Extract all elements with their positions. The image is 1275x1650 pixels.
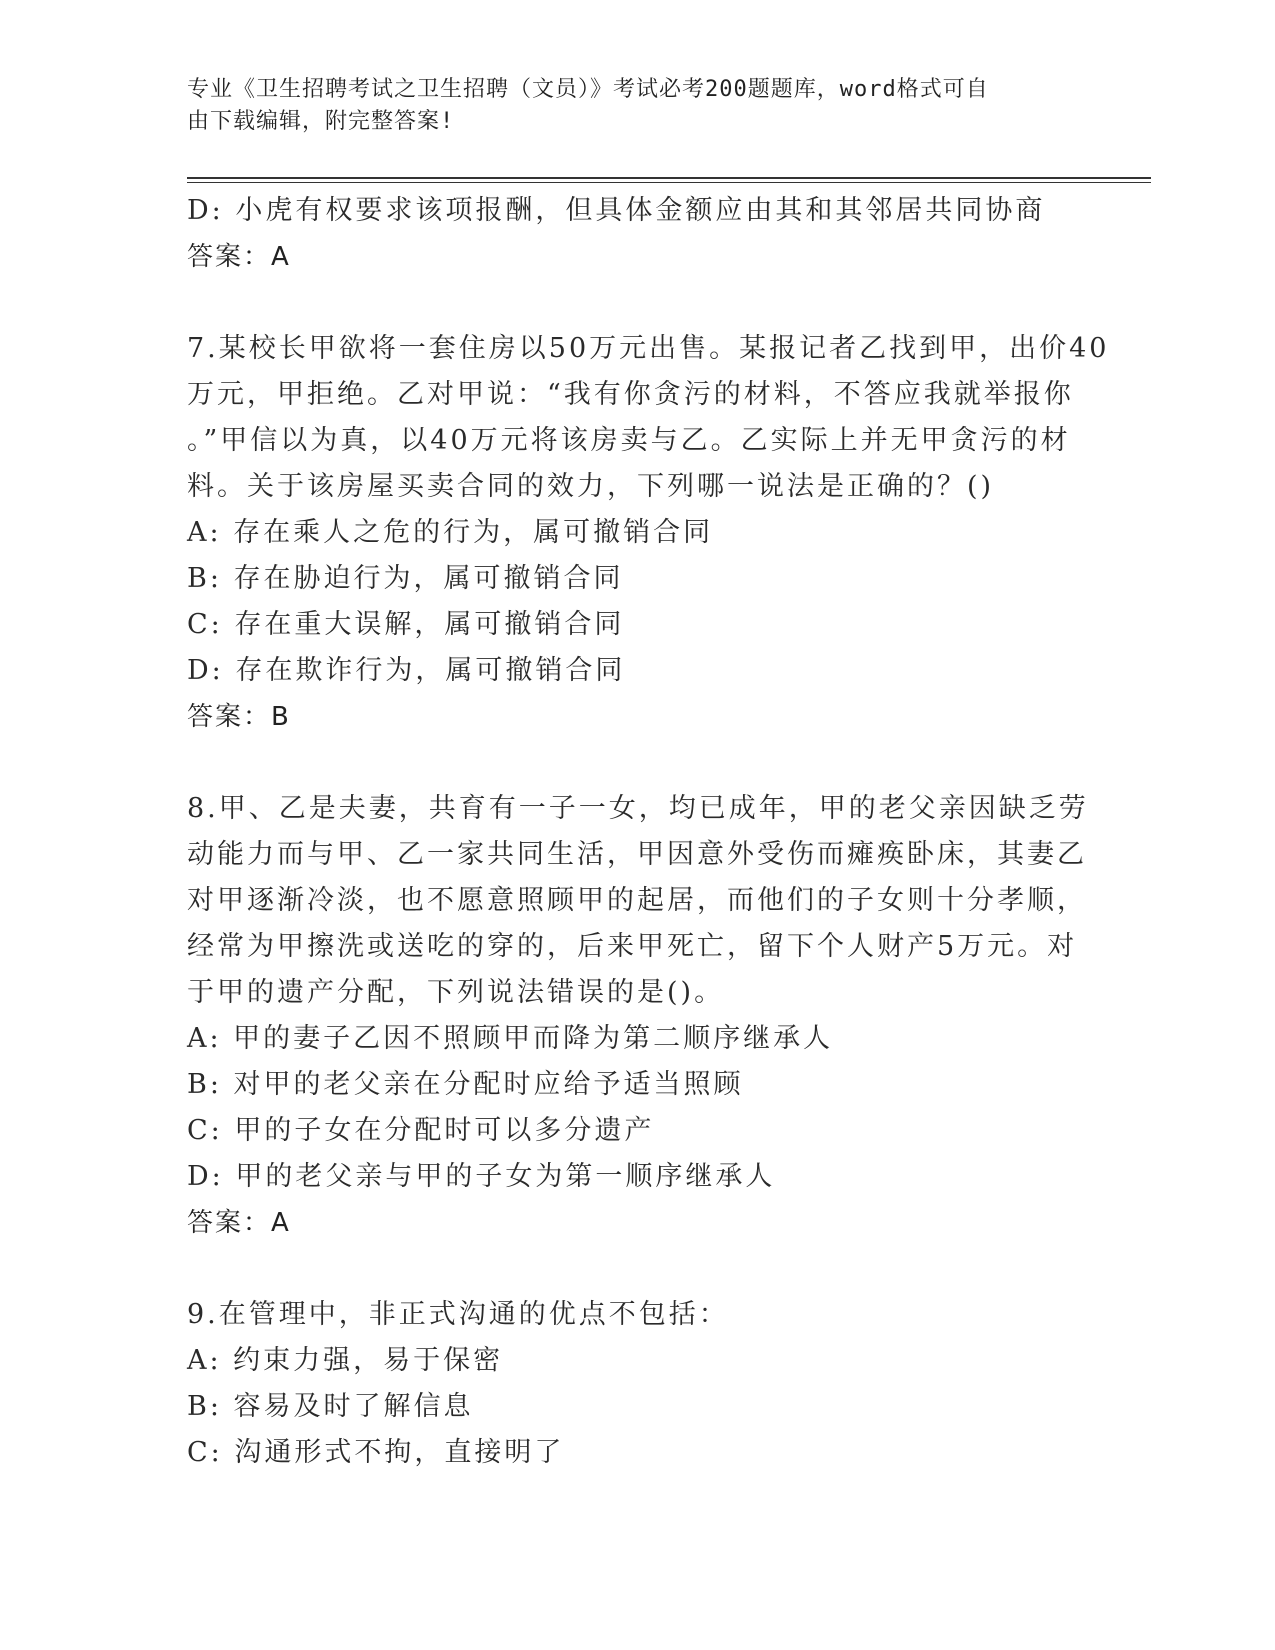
header-line-2: 由下载编辑，附完整答案! <box>187 109 455 134</box>
question-text-line: 。”甲信以为真，以40万元将该房卖与乙。乙实际上并无甲贪污的材 <box>187 425 1071 456</box>
option-a: A: 约束力强，易于保密 <box>187 1345 504 1376</box>
option-d: D: 存在欺诈行为，属可撤销合同 <box>187 655 626 686</box>
question-text-line: 万元，甲拒绝。乙对甲说：“我有你贪污的材料，不答应我就举报你 <box>187 379 1074 410</box>
option-b: B: 存在胁迫行为，属可撤销合同 <box>187 563 624 594</box>
spacer <box>187 1246 1087 1292</box>
question-text-line: 对甲逐渐冷淡，也不愿意照顾甲的起居，而他们的子女则十分孝顺， <box>187 885 1087 916</box>
question-9 <box>187 1292 1087 1476</box>
spacer <box>187 280 1087 326</box>
question-7 <box>187 326 1110 740</box>
option-d: D: 小虎有权要求该项报酬，但具体金额应由其和其邻居共同协商 <box>187 195 1046 226</box>
option-d: D: 甲的老父亲与甲的子女为第一顺序继承人 <box>187 1161 776 1192</box>
option-c: C: 甲的子女在分配时可以多分遗产 <box>187 1115 655 1146</box>
option-b: B: 对甲的老父亲在分配时应给予适当照顾 <box>187 1069 744 1100</box>
answer-line: 答案：B <box>187 702 291 732</box>
option-a: A: 甲的妻子乙因不照顾甲而降为第二顺序继承人 <box>187 1023 834 1054</box>
question-text-line: 经常为甲擦洗或送吃的穿的，后来甲死亡，留下个人财产5万元。对 <box>187 931 1078 962</box>
previous-question-tail <box>187 188 1087 280</box>
document-header <box>187 74 1067 138</box>
question-text-line: 7.某校长甲欲将一套住房以50万元出售。某报记者乙找到甲，出价40 <box>187 333 1110 364</box>
question-8 <box>187 786 1087 1246</box>
option-c: C: 沟通形式不拘，直接明了 <box>187 1437 565 1468</box>
option-c: C: 存在重大误解，属可撤销合同 <box>187 609 625 640</box>
question-text-line: 8.甲、乙是夫妻，共育有一子一女，均已成年，甲的老父亲因缺乏劳 <box>187 793 1089 824</box>
question-text-line: 9.在管理中，非正式沟通的优点不包括： <box>187 1299 729 1330</box>
header-line-1: 专业《卫生招聘考试之卫生招聘（文员）》考试必考200题题库，word格式可自 <box>187 77 989 102</box>
answer-line: 答案：A <box>187 1208 291 1238</box>
question-text-line: 于甲的遗产分配，下列说法错误的是()。 <box>187 977 725 1008</box>
spacer <box>187 740 1087 786</box>
answer-line: 答案：A <box>187 242 291 272</box>
document-body <box>187 188 1110 1476</box>
option-b: B: 容易及时了解信息 <box>187 1391 474 1422</box>
question-text-line: 动能力而与甲、乙一家共同生活，甲因意外受伤而瘫痪卧床，其妻乙 <box>187 839 1087 870</box>
header-divider <box>187 177 1151 179</box>
question-text-line: 料。关于该房屋买卖合同的效力，下列哪一说法是正确的？() <box>187 471 995 502</box>
option-a: A: 存在乘人之危的行为，属可撤销合同 <box>187 517 714 548</box>
header-divider-thin <box>187 182 1151 183</box>
